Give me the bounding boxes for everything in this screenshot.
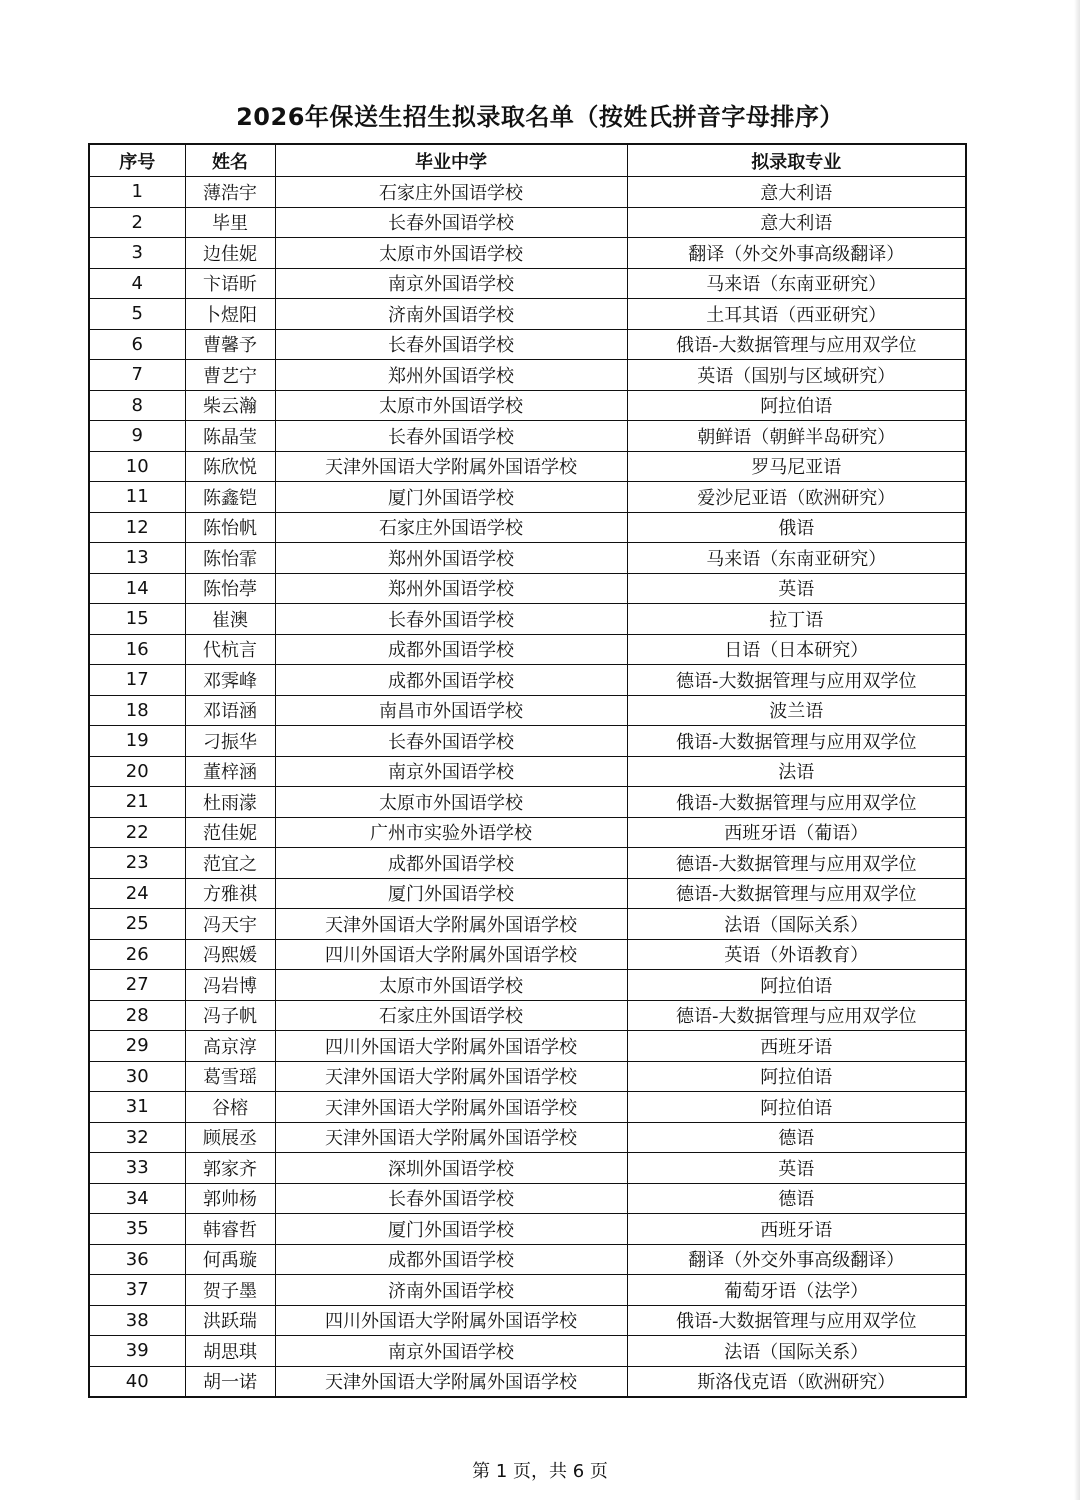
table-row (89, 787, 966, 818)
table-row (89, 817, 966, 848)
cell-major: 波兰语 (627, 695, 966, 726)
table-row (89, 1000, 966, 1031)
cell-name: 代杭言 (185, 634, 275, 665)
cell-serial-number: 28 (89, 1000, 185, 1031)
cell-name: 曹馨予 (185, 329, 275, 360)
cell-school: 长春外国语学校 (275, 329, 627, 360)
cell-school: 天津外国语大学附属外国语学校 (275, 1092, 627, 1123)
page-number: 第 1 页，共 6 页 (472, 1461, 608, 1482)
cell-major: 阿拉伯语 (627, 1061, 966, 1092)
cell-major: 阿拉伯语 (627, 390, 966, 421)
cell-school: 长春外国语学校 (275, 207, 627, 238)
cell-serial-number: 35 (89, 1214, 185, 1245)
cell-name: 陈怡葶 (185, 573, 275, 604)
cell-school: 四川外国语大学附属外国语学校 (275, 1031, 627, 1062)
table-row (89, 939, 966, 970)
cell-serial-number: 9 (89, 421, 185, 452)
cell-school: 成都外国语学校 (275, 634, 627, 665)
cell-school: 厦门外国语学校 (275, 1214, 627, 1245)
cell-serial-number: 32 (89, 1122, 185, 1153)
cell-major: 英语 (627, 1153, 966, 1184)
cell-major: 俄语 (627, 512, 966, 543)
cell-school: 天津外国语大学附属外国语学校 (275, 1366, 627, 1397)
cell-major: 朝鲜语（朝鲜半岛研究） (627, 421, 966, 452)
table-row (89, 512, 966, 543)
cell-serial-number: 10 (89, 451, 185, 482)
cell-serial-number: 6 (89, 329, 185, 360)
cell-name: 谷榕 (185, 1092, 275, 1123)
table-row (89, 268, 966, 299)
cell-major: 德语 (627, 1122, 966, 1153)
cell-name: 冯岩博 (185, 970, 275, 1001)
cell-school: 长春外国语学校 (275, 1183, 627, 1214)
table-row (89, 1244, 966, 1275)
table-row (89, 604, 966, 635)
cell-school: 太原市外国语学校 (275, 970, 627, 1001)
cell-name: 方雅祺 (185, 878, 275, 909)
table-row (89, 482, 966, 513)
cell-serial-number: 26 (89, 939, 185, 970)
table-row (89, 1031, 966, 1062)
cell-name: 刁振华 (185, 726, 275, 757)
cell-serial-number: 31 (89, 1092, 185, 1123)
header-serial-number: 序号 (89, 144, 185, 177)
cell-major: 阿拉伯语 (627, 1092, 966, 1123)
cell-name: 韩睿哲 (185, 1214, 275, 1245)
cell-serial-number: 1 (89, 177, 185, 208)
cell-name: 曹艺宁 (185, 360, 275, 391)
table-row (89, 909, 966, 940)
table-row (89, 1122, 966, 1153)
table-row (89, 878, 966, 909)
cell-serial-number: 34 (89, 1183, 185, 1214)
cell-major: 意大利语 (627, 177, 966, 208)
cell-name: 范宜之 (185, 848, 275, 879)
cell-serial-number: 40 (89, 1366, 185, 1397)
cell-school: 天津外国语大学附属外国语学校 (275, 909, 627, 940)
cell-major: 日语（日本研究） (627, 634, 966, 665)
cell-school: 四川外国语大学附属外国语学校 (275, 939, 627, 970)
cell-school: 成都外国语学校 (275, 1244, 627, 1275)
table-row (89, 390, 966, 421)
cell-major: 英语（国别与区域研究） (627, 360, 966, 391)
cell-serial-number: 22 (89, 817, 185, 848)
cell-name: 陈怡帆 (185, 512, 275, 543)
cell-major: 葡萄牙语（法学） (627, 1275, 966, 1306)
cell-name: 冯熙媛 (185, 939, 275, 970)
cell-serial-number: 27 (89, 970, 185, 1001)
cell-serial-number: 23 (89, 848, 185, 879)
table-row (89, 451, 966, 482)
cell-serial-number: 36 (89, 1244, 185, 1275)
cell-name: 胡一诺 (185, 1366, 275, 1397)
cell-school: 厦门外国语学校 (275, 482, 627, 513)
cell-name: 郭家齐 (185, 1153, 275, 1184)
cell-serial-number: 20 (89, 756, 185, 787)
document-title: 2026年保送生招生拟录取名单（按姓氏拼音字母排序） (236, 103, 844, 131)
cell-major: 罗马尼亚语 (627, 451, 966, 482)
cell-school: 南京外国语学校 (275, 756, 627, 787)
cell-name: 董梓涵 (185, 756, 275, 787)
table-row (89, 238, 966, 269)
cell-school: 天津外国语大学附属外国语学校 (275, 1122, 627, 1153)
cell-school: 长春外国语学校 (275, 726, 627, 757)
table-row (89, 1336, 966, 1367)
table-row (89, 665, 966, 696)
table-row (89, 329, 966, 360)
cell-major: 俄语-大数据管理与应用双学位 (627, 329, 966, 360)
cell-name: 边佳妮 (185, 238, 275, 269)
cell-serial-number: 3 (89, 238, 185, 269)
cell-major: 拉丁语 (627, 604, 966, 635)
cell-school: 太原市外国语学校 (275, 238, 627, 269)
table-row (89, 1305, 966, 1336)
cell-major: 英语（外语教育） (627, 939, 966, 970)
table-row (89, 207, 966, 238)
cell-name: 杜雨濛 (185, 787, 275, 818)
table-row (89, 177, 966, 208)
cell-serial-number: 14 (89, 573, 185, 604)
table-row (89, 1153, 966, 1184)
cell-name: 薄浩宇 (185, 177, 275, 208)
cell-serial-number: 7 (89, 360, 185, 391)
cell-serial-number: 33 (89, 1153, 185, 1184)
cell-name: 范佳妮 (185, 817, 275, 848)
cell-major: 俄语-大数据管理与应用双学位 (627, 787, 966, 818)
cell-serial-number: 39 (89, 1336, 185, 1367)
cell-name: 冯子帆 (185, 1000, 275, 1031)
cell-school: 南京外国语学校 (275, 268, 627, 299)
cell-school: 天津外国语大学附属外国语学校 (275, 1061, 627, 1092)
cell-school: 成都外国语学校 (275, 665, 627, 696)
cell-serial-number: 15 (89, 604, 185, 635)
cell-school: 广州市实验外语学校 (275, 817, 627, 848)
cell-major: 法语（国际关系） (627, 1336, 966, 1367)
table-row (89, 970, 966, 1001)
cell-name: 郭帅杨 (185, 1183, 275, 1214)
cell-name: 邓语涵 (185, 695, 275, 726)
cell-serial-number: 2 (89, 207, 185, 238)
cell-major: 马来语（东南亚研究） (627, 543, 966, 574)
cell-major: 德语-大数据管理与应用双学位 (627, 1000, 966, 1031)
cell-serial-number: 19 (89, 726, 185, 757)
header-school: 毕业中学 (275, 144, 627, 177)
cell-name: 洪跃瑞 (185, 1305, 275, 1336)
cell-serial-number: 18 (89, 695, 185, 726)
cell-major: 西班牙语 (627, 1214, 966, 1245)
cell-name: 贺子墨 (185, 1275, 275, 1306)
cell-name: 顾展丞 (185, 1122, 275, 1153)
cell-serial-number: 13 (89, 543, 185, 574)
table-row (89, 573, 966, 604)
cell-name: 陈鑫铠 (185, 482, 275, 513)
header-name: 姓名 (185, 144, 275, 177)
cell-serial-number: 37 (89, 1275, 185, 1306)
cell-serial-number: 30 (89, 1061, 185, 1092)
cell-major: 德语 (627, 1183, 966, 1214)
cell-major: 翻译（外交外事高级翻译） (627, 238, 966, 269)
cell-school: 郑州外国语学校 (275, 360, 627, 391)
cell-school: 深圳外国语学校 (275, 1153, 627, 1184)
cell-name: 卞语昕 (185, 268, 275, 299)
cell-major: 西班牙语 (627, 1031, 966, 1062)
cell-school: 南京外国语学校 (275, 1336, 627, 1367)
cell-name: 崔澳 (185, 604, 275, 635)
cell-school: 长春外国语学校 (275, 421, 627, 452)
cell-school: 长春外国语学校 (275, 604, 627, 635)
table-row (89, 299, 966, 330)
cell-major: 爱沙尼亚语（欧洲研究） (627, 482, 966, 513)
table-row (89, 1183, 966, 1214)
table-row (89, 726, 966, 757)
table-row (89, 421, 966, 452)
cell-major: 翻译（外交外事高级翻译） (627, 1244, 966, 1275)
cell-major: 法语（国际关系） (627, 909, 966, 940)
cell-name: 邓霁峰 (185, 665, 275, 696)
cell-school: 石家庄外国语学校 (275, 512, 627, 543)
table-row (89, 756, 966, 787)
cell-name: 冯天宇 (185, 909, 275, 940)
cell-school: 厦门外国语学校 (275, 878, 627, 909)
cell-school: 四川外国语大学附属外国语学校 (275, 1305, 627, 1336)
cell-school: 郑州外国语学校 (275, 543, 627, 574)
cell-serial-number: 16 (89, 634, 185, 665)
admission-list-table (88, 143, 967, 1398)
cell-serial-number: 25 (89, 909, 185, 940)
cell-major: 西班牙语（葡语） (627, 817, 966, 848)
cell-major: 俄语-大数据管理与应用双学位 (627, 726, 966, 757)
cell-major: 德语-大数据管理与应用双学位 (627, 848, 966, 879)
cell-school: 济南外国语学校 (275, 299, 627, 330)
cell-school: 成都外国语学校 (275, 848, 627, 879)
cell-name: 陈欣悦 (185, 451, 275, 482)
cell-serial-number: 8 (89, 390, 185, 421)
cell-school: 南昌市外国语学校 (275, 695, 627, 726)
table-row (89, 543, 966, 574)
cell-name: 葛雪瑶 (185, 1061, 275, 1092)
cell-serial-number: 29 (89, 1031, 185, 1062)
cell-school: 太原市外国语学校 (275, 390, 627, 421)
table-row (89, 634, 966, 665)
cell-major: 马来语（东南亚研究） (627, 268, 966, 299)
cell-major: 阿拉伯语 (627, 970, 966, 1001)
table-row (89, 695, 966, 726)
cell-major: 法语 (627, 756, 966, 787)
table-row (89, 1092, 966, 1123)
cell-school: 太原市外国语学校 (275, 787, 627, 818)
table-row (89, 360, 966, 391)
cell-serial-number: 12 (89, 512, 185, 543)
cell-major: 斯洛伐克语（欧洲研究） (627, 1366, 966, 1397)
cell-name: 何禹璇 (185, 1244, 275, 1275)
page-edge-shadow (1074, 0, 1080, 1500)
cell-name: 胡思琪 (185, 1336, 275, 1367)
cell-name: 柴云瀚 (185, 390, 275, 421)
cell-name: 高京淳 (185, 1031, 275, 1062)
table-row (89, 848, 966, 879)
cell-major: 意大利语 (627, 207, 966, 238)
cell-serial-number: 38 (89, 1305, 185, 1336)
cell-serial-number: 24 (89, 878, 185, 909)
cell-major: 德语-大数据管理与应用双学位 (627, 665, 966, 696)
cell-school: 石家庄外国语学校 (275, 177, 627, 208)
cell-school: 郑州外国语学校 (275, 573, 627, 604)
table-row (89, 1366, 966, 1397)
cell-name: 陈怡霏 (185, 543, 275, 574)
cell-serial-number: 4 (89, 268, 185, 299)
cell-major: 土耳其语（西亚研究） (627, 299, 966, 330)
table-body (89, 177, 966, 1398)
cell-serial-number: 17 (89, 665, 185, 696)
cell-major: 俄语-大数据管理与应用双学位 (627, 1305, 966, 1336)
cell-school: 济南外国语学校 (275, 1275, 627, 1306)
cell-school: 石家庄外国语学校 (275, 1000, 627, 1031)
cell-serial-number: 21 (89, 787, 185, 818)
cell-school: 天津外国语大学附属外国语学校 (275, 451, 627, 482)
table-row (89, 1061, 966, 1092)
cell-serial-number: 5 (89, 299, 185, 330)
cell-major: 德语-大数据管理与应用双学位 (627, 878, 966, 909)
cell-major: 英语 (627, 573, 966, 604)
table-row (89, 1214, 966, 1245)
table-header-row (89, 144, 966, 177)
cell-name: 陈晶莹 (185, 421, 275, 452)
header-major: 拟录取专业 (627, 144, 966, 177)
cell-serial-number: 11 (89, 482, 185, 513)
table-row (89, 1275, 966, 1306)
cell-name: 毕里 (185, 207, 275, 238)
cell-name: 卜煜阳 (185, 299, 275, 330)
